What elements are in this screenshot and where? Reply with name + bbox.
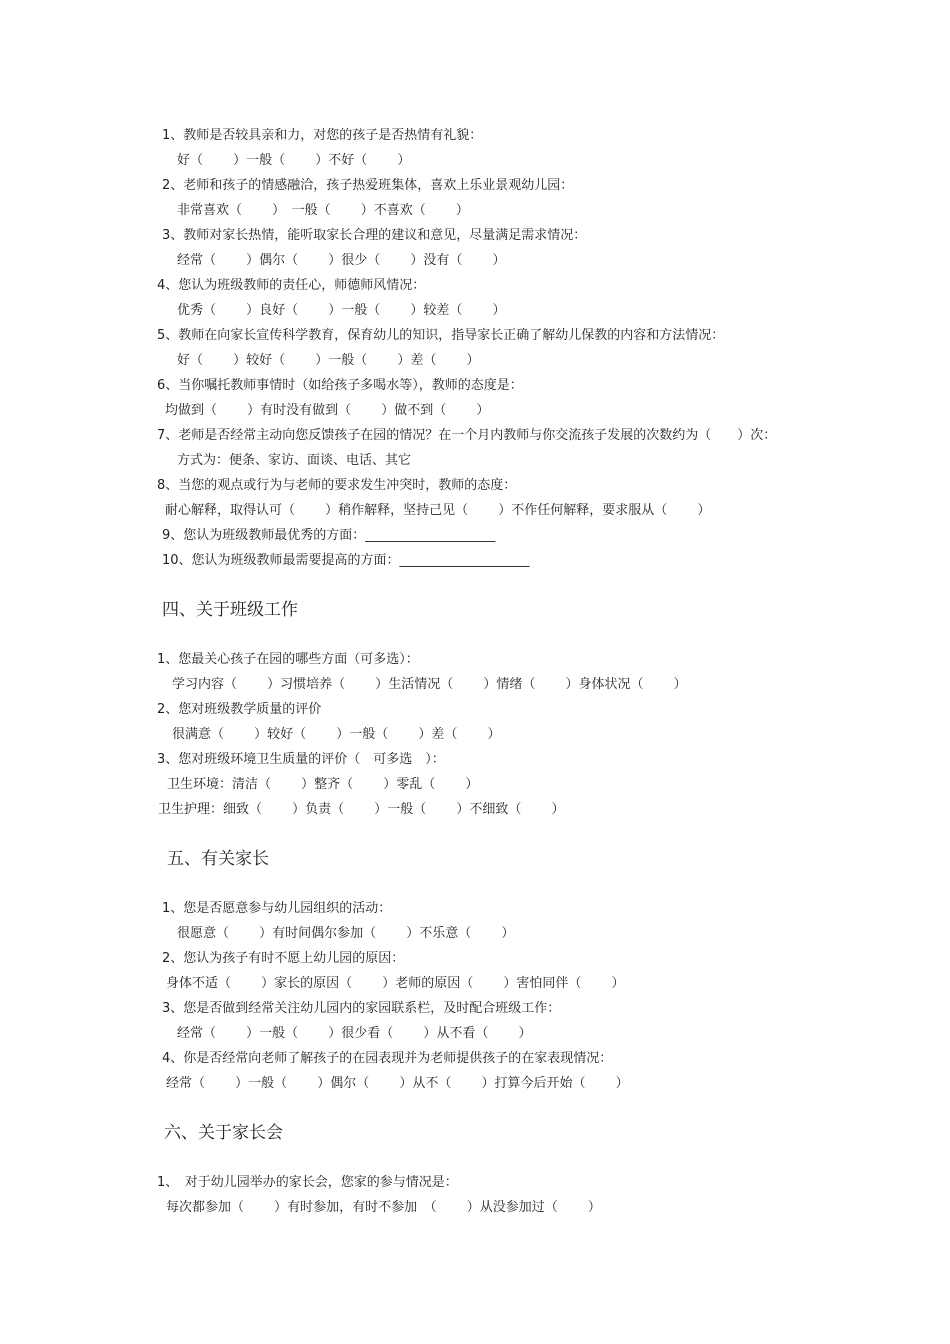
question-3-2: 2、老师和孩子的情感融洽，孩子热爱班集体，喜欢上乐业景观幼儿园： <box>162 178 574 193</box>
question-3-4-options: 优秀（ ）良好（ ）一般（ ）较差（ ） <box>177 303 506 318</box>
question-3-3: 3、教师对家长热情，能听取家长合理的建议和意见，尽量满足需求情况： <box>162 228 587 243</box>
question-3-2-options: 非常喜欢（ ） 一般（ ）不喜欢（ ） <box>177 203 469 218</box>
question-3-8-options: 耐心解释，取得认可（ ）稍作解释，坚持己见（ ）不作任何解释，要求服从（ ） <box>165 503 711 518</box>
question-6-1-options: 每次都参加（ ）有时参加，有时不参加 （ ）从没参加过（ ） <box>166 1200 601 1215</box>
question-4-2: 2、您对班级教学质量的评价 <box>157 702 322 717</box>
question-3-8: 8、当您的观点或行为与老师的要求发生冲突时，教师的态度： <box>157 478 517 493</box>
question-4-3-options-care: 卫生护理：细致（ ）负责（ ）一般（ ）不细致（ ） <box>158 802 565 817</box>
question-3-5: 5、教师在向家长宣传科学教育，保育幼儿的知识，指导家长正确了解幼儿保教的内容和方法情况： <box>157 328 725 343</box>
question-3-4: 4、您认为班级教师的责任心，师德师风情况： <box>157 278 426 293</box>
question-3-9: 9、您认为班级教师最优秀的方面：____________________ <box>162 528 496 543</box>
question-3-3-options: 经常（ ）偶尔（ ）很少（ ）没有（ ） <box>177 253 506 268</box>
question-5-3: 3、您是否做到经常关注幼儿园内的家园联系栏，及时配合班级工作： <box>162 1001 561 1016</box>
question-5-4-options: 经常（ ）一般（ ）偶尔（ ）从不（ ）打算今后开始（ ） <box>166 1076 629 1091</box>
section-5-heading: 五、有关家长 <box>167 849 269 869</box>
section-6-heading: 六、关于家长会 <box>164 1123 283 1143</box>
question-4-2-options: 很满意（ ）较好（ ）一般（ ）差（ ） <box>172 727 501 742</box>
question-5-2-options: 身体不适（ ）家长的原因（ ）老师的原因（ ）害怕同伴（ ） <box>166 976 625 991</box>
question-3-1-options: 好（ ）一般（ ）不好（ ） <box>177 153 411 168</box>
question-5-4: 4、你是否经常向老师了解孩子的在园表现并为老师提供孩子的在家表现情况： <box>162 1051 613 1066</box>
question-3-5-options: 好（ ）较好（ ）一般（ ）差（ ） <box>177 353 480 368</box>
question-5-2: 2、您认为孩子有时不愿上幼儿园的原因： <box>162 951 405 966</box>
question-3-7: 7、老师是否经常主动向您反馈孩子在园的情况？在一个月内教师与你交流孩子发展的次数约为（ ）次： <box>157 428 777 443</box>
question-5-3-options: 经常（ ）一般（ ）很少看（ ）从不看（ ） <box>177 1026 532 1041</box>
question-4-3-options-environment: 卫生环境：清洁（ ）整齐（ ）零乱（ ） <box>167 777 479 792</box>
question-3-1: 1、教师是否较具亲和力，对您的孩子是否热情有礼貌： <box>162 128 483 143</box>
question-3-6: 6、当你嘱托教师事情时（如给孩子多喝水等），教师的态度是： <box>157 378 523 393</box>
question-5-1: 1、您是否愿意参与幼儿园组织的活动： <box>162 901 392 916</box>
question-5-1-options: 很愿意（ ）有时间偶尔参加（ ）不乐意（ ） <box>177 926 515 941</box>
question-6-1: 1、 对于幼儿园举办的家长会，您家的参与情况是： <box>157 1175 458 1190</box>
section-4-heading: 四、关于班级工作 <box>162 600 298 620</box>
question-4-3: 3、您对班级环境卫生质量的评价（ 可多选 ）： <box>157 752 445 767</box>
question-3-10: 10、您认为班级教师最需要提高的方面：____________________ <box>162 553 530 568</box>
question-4-1-options: 学习内容（ ）习惯培养（ ）生活情况（ ）情绪（ ）身体状况（ ） <box>172 677 687 692</box>
question-3-7-options: 方式为：便条、家访、面谈、电话、其它 <box>177 453 412 468</box>
question-4-1: 1、您最关心孩子在园的哪些方面（可多选）： <box>157 652 419 667</box>
question-3-6-options: 均做到（ ）有时没有做到（ ）做不到（ ） <box>165 403 490 418</box>
